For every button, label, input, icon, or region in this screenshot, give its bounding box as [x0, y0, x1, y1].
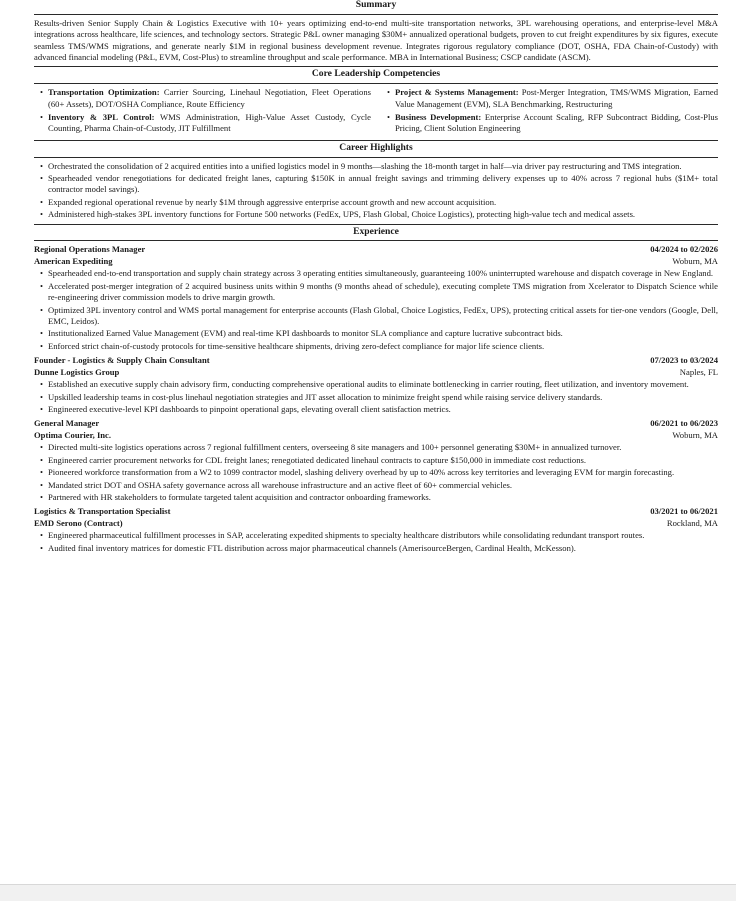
summary-heading: Summary [34, 0, 718, 15]
job-bullet: • Mandated strict DOT and OSHA safety governance across all warehouse infrastructure and an active fleet of 60+ commercial vehicles. [34, 480, 718, 491]
job-location: Woburn, MA [672, 429, 718, 440]
highlight-item: • Spearheaded vendor renegotiations for dedicated freight lanes, capturing $150K in annual freight savings and trimming delivery expenses up to 40% across 7 regional hubs ($1M+ total contractor model savings). [34, 173, 718, 196]
experience-heading: Experience [34, 224, 718, 242]
highlights-list [34, 161, 718, 221]
competency-item [34, 112, 371, 135]
highlight-item: • Administered high-stakes 3PL inventory functions for Fortune 500 networks (FedEx, UPS, Flash Global, Choice Logistics), protecting high-value tech and medical assets. [34, 209, 718, 220]
competency-item [381, 87, 718, 110]
job-bullet: • Upskilled leadership teams in cost-plus linehaul negotiation strategies and JIT asset allocation to minimize freight spend while raising service delivery standards. [34, 392, 718, 403]
job-bullets [34, 530, 718, 554]
highlight-item: • Expanded regional operational revenue by nearly $1M through aggressive enterprise account growth and new account acquisition. [34, 197, 718, 208]
competencies-left-column [34, 87, 371, 137]
job-bullets [34, 268, 718, 352]
job-dates: 07/2023 to 03/2024 [650, 355, 718, 366]
job-bullet: • Established an executive supply chain advisory firm, conducting comprehensive operational audits to eliminate bottlenecking in carrier routing, fleet utilization, and inventory movement. [34, 379, 718, 390]
job-bullet: • Engineered carrier procurement networks for CDL freight lanes; renegotiated dedicated linehaul contracts to capture $150,000 in immediate cost reductions. [34, 455, 718, 466]
job-bullet: • Engineered pharmaceutical fulfillment processes in SAP, accelerating expedited shipments to specialty healthcare distributors while consolidating redundant transport routes. [34, 530, 718, 541]
job-entry [34, 506, 718, 554]
job-company-row [34, 430, 718, 441]
job-bullet: • Engineered executive-level KPI dashboards to pinpoint operational gaps, elevating overall client satisfaction metrics. [34, 404, 718, 415]
job-bullet: • Partnered with HR stakeholders to formulate targeted talent acquisition and contractor onboarding frameworks. [34, 492, 718, 503]
job-entry [34, 355, 718, 415]
job-company: EMD Serono (Contract) [34, 517, 123, 528]
job-location: Rockland, MA [666, 517, 718, 528]
job-bullet: • Pioneered workforce transformation from a W2 to 1099 contractor model, slashing delivery overhead by up to 40% across key territories and leveraging EVM for margin forecasting. [34, 467, 718, 478]
job-title-row [34, 244, 718, 255]
job-title: General Manager [34, 418, 100, 429]
job-title: Regional Operations Manager [34, 244, 146, 255]
job-location: Woburn, MA [672, 255, 718, 266]
job-title-row [34, 506, 718, 517]
job-dates: 06/2021 to 06/2023 [650, 418, 718, 429]
competency-text: WMS Administration, High-Value Asset Custody, Cycle Counting, Pharma Chain-of-Custody, JIT Fulfillment [48, 112, 371, 134]
job-bullet: • Directed multi-site logistics operations across 7 regional fulfillment centers, overseeing 8 site managers and 100+ personnel generating $30M+ in annualized turnover. [34, 442, 718, 453]
job-bullet: • Audited final inventory matrices for domestic FTL distribution across major pharmaceutical channels (AmerisourceBergen, Cardinal Health, McKesson). [34, 543, 718, 554]
competency-text: Carrier Sourcing, Linehaul Negotiation, Fleet Operations (60+ Assets), DOT/OSHA Compliance, Route Efficiency [48, 87, 371, 109]
job-dates: 04/2024 to 02/2026 [650, 244, 718, 255]
competency-title: Transportation Optimization: [48, 87, 160, 98]
competency-text: Enterprise Account Scaling, RFP Subcontract Bidding, Cost-Plus Pricing, Client Solution Engineering [395, 112, 718, 134]
resume-page [34, 0, 718, 555]
job-bullets [34, 442, 718, 503]
competency-title: Project & Systems Management: [395, 87, 519, 98]
competency-text: Post-Merger Integration, TMS/WMS Migration, Earned Value Management (EVM), SLA Benchmarking, Restructuring [395, 87, 718, 109]
job-bullets [34, 379, 718, 415]
job-dates: 03/2021 to 06/2021 [650, 506, 718, 517]
job-company-row [34, 256, 718, 267]
job-entry [34, 244, 718, 352]
competency-item [34, 87, 371, 110]
job-title-row [34, 355, 718, 366]
job-bullet: • Enforced strict chain-of-custody protocols for time-sensitive healthcare shipments, driving zero-defect compliance for major life science clients. [34, 341, 718, 352]
job-bullet: • Optimized 3PL inventory control and WMS portal management for enterprise accounts (Flash Global, Choice Logistics, FedEx, UPS), protecting critical assets for tier-one vendors (Google, Dell, EMC, Leidos). [34, 305, 718, 328]
competencies-grid [34, 87, 718, 137]
job-entry [34, 418, 718, 503]
competency-title: Business Development: [395, 112, 482, 123]
job-title: Founder - Logistics & Supply Chain Consultant [34, 355, 210, 366]
bottom-bar [0, 884, 736, 901]
competency-item [381, 112, 718, 135]
competency-title: Inventory & 3PL Control: [48, 112, 155, 123]
job-company-row [34, 367, 718, 378]
highlights-heading: Career Highlights [34, 140, 718, 158]
summary-text: Results-driven Senior Supply Chain & Logistics Executive with 10+ years optimizing end-to-end multi-site transportation networks, 3PL warehousing operations, and enterprise-level M&A integrations across healthcare, life sciences, and technology sectors. Strategic P&L owner managing $30M+ annualized operational budgets, proven to cut freight expenditures by six figures, execute seamless TMS/WMS migrations, and generate nearly $1M in regional business development revenue. Integrates rigorous regulatory compliance (DOT, OSHA, FDA Chain-of-Custody) with advanced financial modeling (P&L, EVM, Cost-Plus) to streamline throughput and scale performance. MBA in International Business; CSCP candidate (ASCM). [34, 17, 718, 63]
job-company: Dunne Logistics Group [34, 366, 120, 377]
job-company-row [34, 518, 718, 529]
job-bullet: • Spearheaded end-to-end transportation and supply chain strategy across 3 operating entities simultaneously, guaranteeing 100% uninterrupted warehouse and dispatch coverage in New England. [34, 268, 718, 279]
job-title: Logistics & Transportation Specialist [34, 506, 171, 517]
job-bullet: • Accelerated post-merger integration of 2 acquired business units within 9 months (9 months ahead of schedule), executing complete TMS migration from Xcelerator to Dispatch Science while re-engineering driver commission models to drive margin growth. [34, 281, 718, 304]
job-bullet: • Institutionalized Earned Value Management (EVM) and real-time KPI dashboards to monitor SLA compliance and capture lucrative subcontract bids. [34, 328, 718, 339]
competencies-heading: Core Leadership Competencies [34, 66, 718, 84]
job-company: American Expediting [34, 255, 113, 266]
job-location: Naples, FL [679, 366, 718, 377]
competencies-right-column [381, 87, 718, 137]
highlight-item: • Orchestrated the consolidation of 2 acquired entities into a unified logistics model in 9 months—slashing the 18-month target in half—via driver pay restructuring and TMS integration. [34, 161, 718, 172]
job-company: Optima Courier, Inc. [34, 429, 112, 440]
job-title-row [34, 418, 718, 429]
